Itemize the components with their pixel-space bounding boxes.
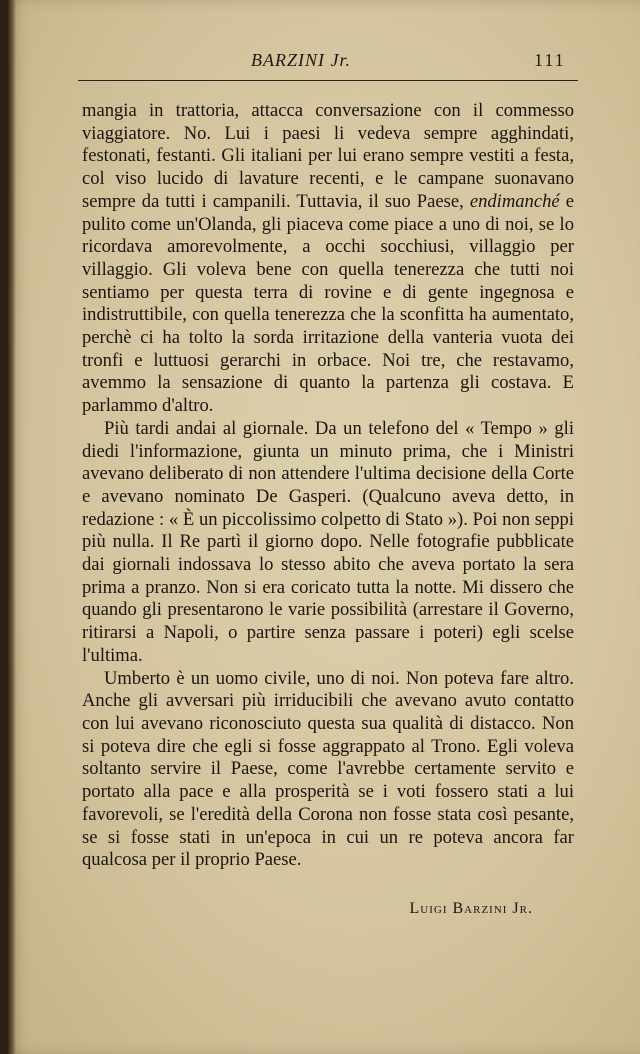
paragraph-3: Umberto è un uomo civile, uno di noi. Non poteva fare altro. Anche gli avversari più irriducibili che avevano avuto contatto con lui avevano riconosciuto questa sua qualità di distacco. Non si poteva dire che egli si fosse aggrappato al Trono. Egli voleva soltanto servire il Paese, come l'avrebbe certamente servito e portato alla pace e alla prosperità se i voti fossero stati a lui favorevoli, se l'eredità della Corona non fosse stata così pesante, se si fosse stati in un'epoca in cui un re poteva ancora far qualcosa per il proprio Paese. — [82, 667, 574, 871]
paragraph-2: Più tardi andai al giornale. Da un telefono del « Tempo » gli diedi l'informazione, giunta un minuto prima, che i Ministri avevano deliberato di non attendere l'ultima decisione della Corte e avevano nominato De Gasperi. (Qualcuno aveva detto, in redazione : « È un piccolissimo colpetto di Stato »). Poi non seppi più nulla. Il Re partì il giorno dopo. Nelle fotografie pubblicate dai giornali indossava lo stesso abito che aveva portato la sera prima a pranzo. Non si era coricato tutta la notte. Mi dissero che quando gli presentarono le varie possibilità (arrestare il Governo, ritirarsi a Napoli, o partire senza passare i poteri) egli scelse l'ultima. — [82, 417, 574, 666]
italic-word: endimanché — [469, 190, 560, 212]
paragraph-1-end: e pulito come un'Olanda, gli piaceva come piace a uno di noi, se lo ricordava amorevolmente, a occhi socchiusi, villaggio per villaggio. Gli voleva bene con quella tenerezza che tutti noi sentiamo per questa terra di rovine e di gente ingegnosa e indistruttibile, con quella tenerezza che la sconfitta ha aumentato, perchè ci ha tolto la sorda irritazione della vanteria vuota dei tronfi e luttuosi gerarchi in orbace. Noi tre, che restavamo, avemmo la sensazione di quanto la partenza gli costava. E parlammo d'altro. — [82, 190, 574, 417]
author-signature: Luigi Barzini Jr. — [409, 900, 533, 917]
paragraph-1 — [82, 100, 574, 418]
running-head — [6, 48, 640, 74]
book-page — [6, 0, 640, 1054]
running-title: BARZINI Jr. — [251, 50, 351, 70]
body-text — [82, 100, 574, 872]
page-binding-shadow — [6, 0, 16, 1054]
paragraph-1-start: mangia in trattoria, attacca conversazione con il commesso viaggiatore. No. Lui i paesi li vedeva sempre agghindati, festonati, festanti. Gli italiani per lui erano sempre vestiti a festa, col viso lucido di lavature recenti, e le campane suonavano sempre da tutti i campanili. Tuttavia, il suo Paese, — [82, 100, 574, 212]
header-rule — [78, 80, 578, 81]
page-number: 111 — [534, 50, 566, 70]
